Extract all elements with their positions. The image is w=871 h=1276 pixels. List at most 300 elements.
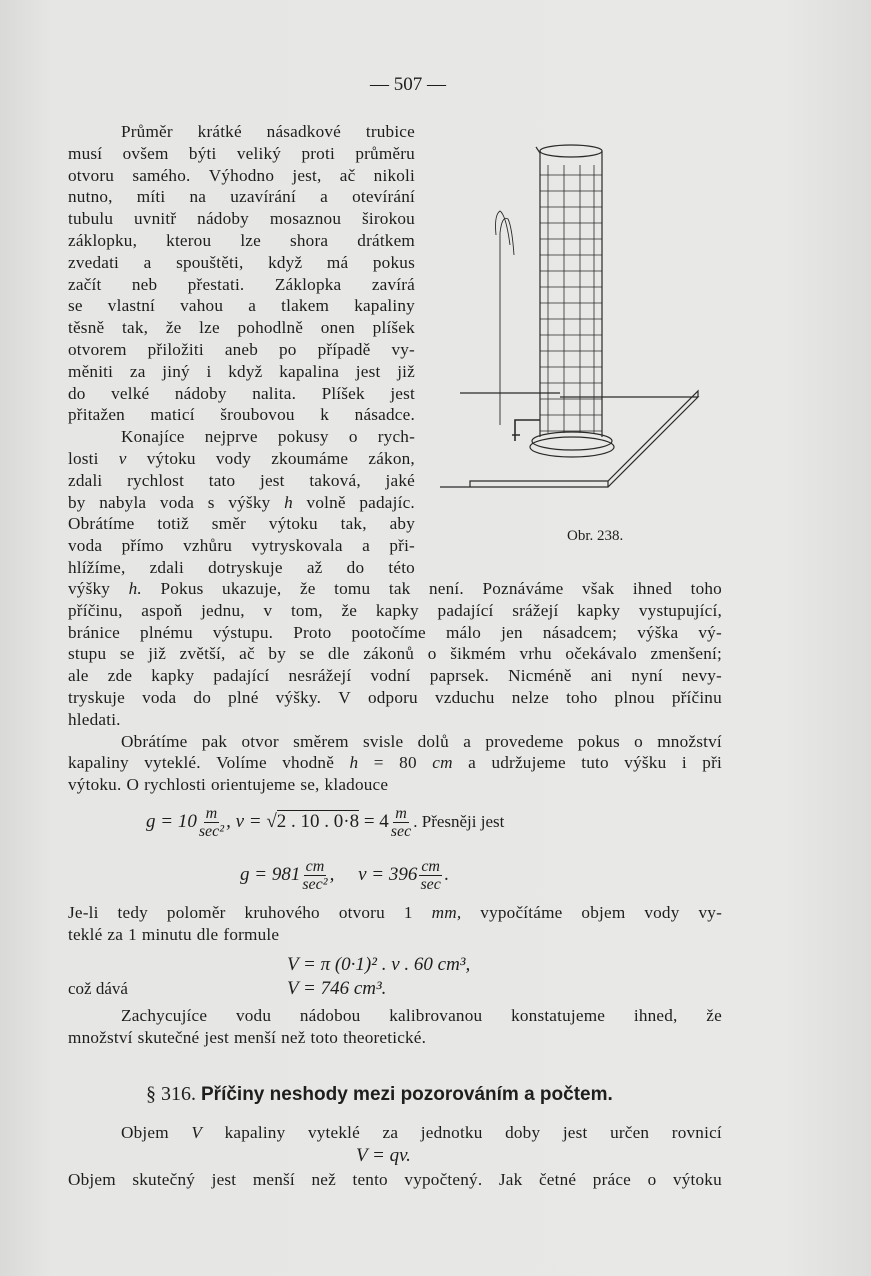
- word: jest: [390, 383, 415, 403]
- body-text: [68, 1122, 722, 1144]
- word: a: [143, 252, 152, 272]
- figure-caption: Obr. 238.: [567, 528, 624, 544]
- text-line: [68, 1005, 722, 1027]
- word: kapky: [577, 600, 621, 620]
- word: výšku: [624, 753, 667, 773]
- eq-part: , v = 396: [329, 863, 418, 885]
- word: příčinu,: [68, 600, 123, 620]
- word: lze: [240, 230, 261, 250]
- word: že: [341, 600, 358, 620]
- word: zákon,: [368, 448, 415, 468]
- word: Průměr: [121, 122, 173, 141]
- word: plné: [228, 687, 259, 707]
- word: přestati.: [187, 274, 245, 294]
- word: odporu: [367, 687, 418, 707]
- word: voda: [142, 687, 177, 707]
- word: pootočíme: [351, 622, 426, 642]
- word: tak: [388, 579, 411, 598]
- italic-symbol: h: [284, 492, 293, 512]
- text-line: [68, 186, 415, 208]
- word: udržujeme: [491, 753, 566, 773]
- word: theoretické.: [343, 1027, 427, 1047]
- word: Výhodno: [208, 165, 275, 185]
- fraction-numerator: m: [395, 805, 407, 822]
- word: totiž: [157, 514, 189, 534]
- word: ani: [590, 666, 613, 686]
- fraction-denominator: sec²: [302, 876, 328, 893]
- word: při-: [389, 536, 415, 556]
- word: má: [326, 252, 349, 272]
- word: zde: [107, 666, 133, 686]
- page-number: — 507 —: [370, 74, 446, 95]
- eq-part: , v = √: [226, 810, 277, 832]
- word: otvoru: [68, 165, 115, 185]
- word: málo: [445, 622, 482, 642]
- italic-symbol: h.: [128, 579, 142, 598]
- text-line: [68, 1027, 722, 1049]
- word: násadcem;: [542, 622, 618, 642]
- text-line: [68, 752, 722, 774]
- word: poloměr: [166, 903, 226, 922]
- word: očekávalo: [565, 644, 637, 664]
- word: vytryskovala: [251, 536, 343, 556]
- word: toto: [310, 1027, 339, 1047]
- italic-symbol: mm,: [431, 903, 462, 922]
- text-line: [68, 643, 722, 665]
- body-text: [68, 902, 722, 946]
- word: výtoku.: [68, 775, 122, 795]
- word: když: [228, 361, 263, 381]
- word: míti: [136, 187, 166, 207]
- word: skutečné: [137, 1027, 200, 1047]
- text-line: [68, 665, 722, 687]
- italic-symbol: V: [191, 1123, 203, 1142]
- word: nabyla: [99, 492, 147, 512]
- word: aneb: [224, 339, 259, 359]
- word: konstatujeme: [511, 1006, 606, 1025]
- word: kruhového: [244, 903, 320, 922]
- word: lze: [199, 318, 220, 338]
- word: Objem: [68, 1170, 116, 1189]
- text-line: [68, 470, 415, 492]
- word: vrhu: [519, 644, 552, 664]
- word: vypočítáme: [480, 903, 563, 922]
- word: těsně: [68, 318, 105, 338]
- word: vyteklé: [307, 1123, 360, 1142]
- word: přímo: [121, 536, 164, 556]
- text-line: [68, 295, 415, 317]
- word: ač: [339, 165, 356, 185]
- word: hlížíme,: [68, 557, 126, 577]
- text-line: [68, 902, 722, 924]
- word: otvor: [241, 731, 279, 751]
- word: šroubovou: [220, 405, 295, 425]
- word: začít: [68, 274, 102, 294]
- word: se: [119, 644, 135, 664]
- word: rych-: [377, 427, 415, 447]
- word: =: [373, 753, 384, 773]
- word: stupu: [68, 644, 107, 664]
- text-line: [68, 317, 415, 339]
- body-text: [68, 1169, 722, 1191]
- eq-part: g = 981: [240, 863, 301, 885]
- word: otevírání: [352, 187, 415, 207]
- body-text: [68, 1005, 722, 1049]
- section-title: Příčiny neshody mezi pozorováním a počtem.: [201, 1084, 613, 1105]
- word: výtoku: [268, 514, 318, 534]
- word: této: [388, 557, 415, 577]
- word: Konajíce: [121, 427, 185, 447]
- word: práce: [592, 1170, 632, 1189]
- word: že: [165, 318, 182, 338]
- board: [470, 397, 698, 487]
- word: o: [634, 731, 643, 751]
- word: tomu: [334, 579, 371, 598]
- word: menší: [234, 1027, 277, 1047]
- word: mosaznou: [269, 209, 342, 229]
- word: na: [189, 187, 207, 207]
- word: případě: [317, 339, 371, 359]
- fraction-numerator: m: [205, 805, 218, 822]
- word: velké: [111, 383, 150, 403]
- fraction-numerator: cm: [305, 858, 325, 875]
- word: množství: [657, 731, 722, 751]
- word: vhodně: [282, 753, 335, 773]
- word: výšky: [68, 579, 111, 598]
- word: kterou: [166, 230, 212, 250]
- word: rovnicí: [671, 1123, 722, 1142]
- text-line: [68, 404, 415, 426]
- word: o: [427, 644, 437, 664]
- equation-volume-result: V = 746 cm³.: [287, 978, 387, 999]
- word: Nicméně: [508, 666, 572, 686]
- word: bránice: [68, 622, 120, 642]
- word: paprsek.: [429, 666, 490, 686]
- text-line: [68, 774, 722, 796]
- text-line: [68, 687, 722, 709]
- word: se: [68, 296, 83, 316]
- word: nalita.: [252, 383, 297, 403]
- word: krátké: [197, 122, 242, 141]
- figure-graduated-cylinder: [440, 135, 710, 505]
- word: dle: [196, 924, 219, 944]
- word: tubulu: [68, 209, 114, 229]
- word: tedy: [117, 903, 148, 922]
- word: volně: [306, 492, 346, 512]
- word: shora: [290, 230, 329, 250]
- word: zdali: [149, 557, 184, 577]
- word: trubice: [365, 122, 415, 141]
- word: vy-: [391, 339, 415, 359]
- word: toho: [690, 579, 722, 598]
- word: kladouce: [324, 775, 389, 795]
- word: ihned,: [633, 1006, 678, 1025]
- word: vystupující,: [638, 600, 722, 620]
- word: dle: [328, 644, 350, 664]
- word: V: [338, 687, 351, 707]
- word: musí: [68, 143, 103, 163]
- word: vlastní: [107, 296, 156, 316]
- word: drátkem: [357, 230, 415, 250]
- word: násadkové: [266, 122, 341, 141]
- word: šikmém: [450, 644, 506, 664]
- word: maticí: [150, 405, 195, 425]
- word: kapaliny: [224, 1123, 286, 1142]
- word: vy-: [698, 903, 722, 922]
- text-line: [68, 339, 415, 361]
- word: přiložiti: [147, 339, 204, 359]
- word: jest: [259, 470, 285, 490]
- word: tom,: [290, 600, 323, 620]
- word: kapky: [375, 600, 419, 620]
- word: kapaliny: [354, 296, 415, 316]
- word: provedeme: [485, 731, 564, 751]
- word: a: [463, 731, 472, 751]
- text-line: [68, 535, 415, 557]
- word: než: [281, 1027, 306, 1047]
- text-line: [68, 143, 415, 165]
- word: jest: [355, 361, 381, 381]
- word: Volíme: [216, 753, 267, 773]
- word: vodu: [235, 1006, 272, 1025]
- word: že: [299, 579, 316, 598]
- word: tuto: [581, 753, 609, 773]
- word: při: [702, 753, 722, 773]
- word: plnému: [140, 622, 193, 642]
- word: ukazuje,: [222, 579, 282, 598]
- word: nesrážejí: [288, 666, 352, 686]
- word: zavírá: [371, 274, 415, 294]
- word: množství: [68, 1027, 133, 1047]
- word: Zachycujíce: [121, 1006, 208, 1025]
- word: než: [311, 1170, 336, 1189]
- word: uvnitř: [134, 209, 177, 229]
- word: zmenšení;: [650, 644, 722, 664]
- word: jest: [562, 1123, 588, 1142]
- equation-velocity-estimate: [146, 805, 504, 840]
- section-number: § 316.: [146, 1083, 196, 1105]
- word: vody: [644, 903, 680, 922]
- italic-symbol: v: [118, 448, 127, 468]
- word: o: [348, 427, 358, 447]
- word: do: [193, 687, 212, 707]
- word: Obrátíme: [68, 514, 135, 534]
- word: vý-: [698, 622, 722, 642]
- text-line: [68, 600, 722, 622]
- word: vypočtený.: [404, 1170, 483, 1189]
- word: násadce.: [354, 405, 415, 425]
- word: jest: [204, 1027, 230, 1047]
- text-line: [68, 361, 415, 383]
- word: proti: [301, 143, 335, 163]
- word: skutečný: [132, 1170, 196, 1189]
- word: se,: [300, 775, 320, 795]
- word: Jak: [498, 1170, 523, 1189]
- text-line: [68, 709, 722, 731]
- text-line: [68, 230, 415, 252]
- word: zvětší,: [179, 644, 226, 664]
- word: 1: [128, 924, 137, 944]
- word: by: [268, 644, 287, 664]
- word: toho: [566, 687, 598, 707]
- word: se: [299, 644, 315, 664]
- fraction-numerator: cm: [421, 858, 440, 875]
- word: nejprve: [204, 427, 258, 447]
- word: neb: [131, 274, 158, 294]
- text-line: [68, 492, 415, 514]
- word: již: [397, 361, 415, 381]
- eq-part: = 4: [363, 810, 389, 832]
- word: již: [148, 644, 167, 664]
- word: širokou: [362, 209, 415, 229]
- word: plnou: [614, 687, 655, 707]
- word: po: [279, 339, 297, 359]
- word: do: [68, 383, 86, 403]
- word: ovšem: [122, 143, 169, 163]
- italic-symbol: h: [349, 753, 359, 773]
- word: otvoru: [338, 903, 385, 922]
- word: četné: [538, 1170, 577, 1189]
- word: formule: [223, 924, 280, 944]
- word: dotryskuje: [208, 557, 283, 577]
- text-line: [68, 1122, 722, 1144]
- word: kapky: [151, 666, 195, 686]
- word: zdali: [68, 470, 103, 490]
- word: doby: [505, 1123, 541, 1142]
- word: tlakem: [281, 296, 330, 316]
- equation-label: což dává: [68, 979, 128, 998]
- word: záklopku,: [68, 230, 138, 250]
- word: měniti: [68, 361, 114, 381]
- word: Proto: [293, 622, 332, 642]
- word: a: [320, 187, 328, 207]
- word: ale: [68, 666, 89, 686]
- text-line: [68, 165, 415, 187]
- word: teklé: [68, 924, 103, 944]
- word: i: [681, 753, 687, 773]
- word: určen: [610, 1123, 650, 1142]
- word: zákonů: [363, 644, 415, 664]
- word: padajíc.: [359, 492, 415, 512]
- word: pokus: [577, 731, 620, 751]
- word: by: [68, 492, 86, 512]
- text-line: [68, 121, 415, 143]
- word: výšky.: [275, 687, 322, 707]
- word: Pokus: [160, 579, 204, 598]
- word: padající: [437, 600, 494, 620]
- word: jednu,: [201, 600, 245, 620]
- word: padající: [213, 666, 270, 686]
- word: zkoumáme: [271, 448, 349, 468]
- word: 1: [403, 903, 413, 922]
- word: kalibrovanou: [389, 1006, 483, 1025]
- word: příčinu: [671, 687, 722, 707]
- tube: [512, 420, 540, 441]
- left-column-text: [68, 121, 415, 579]
- word: voda: [159, 492, 195, 512]
- word: průměru: [355, 143, 415, 163]
- word: výtoku: [672, 1170, 722, 1189]
- word: uzavírání: [230, 187, 296, 207]
- word: býti: [188, 143, 217, 163]
- word: kapalina: [279, 361, 340, 381]
- word: Záklopka: [274, 274, 342, 294]
- word: tato: [208, 470, 236, 490]
- word: Poznáváme: [482, 579, 564, 598]
- text-line: [68, 513, 415, 535]
- word: tento: [352, 1170, 388, 1189]
- body-text: [68, 578, 722, 796]
- word: a: [468, 753, 476, 773]
- word: aby: [389, 514, 415, 534]
- italic-symbol: cm: [432, 753, 453, 773]
- word: když: [268, 252, 303, 272]
- word: pohodlně: [237, 318, 304, 338]
- word: nevy-: [681, 666, 722, 686]
- text-line: [68, 208, 415, 230]
- word: jaké: [385, 470, 415, 490]
- word: směr: [211, 514, 246, 534]
- word: O: [126, 775, 140, 795]
- word: veliký: [236, 143, 282, 163]
- fraction-denominator: sec²: [198, 823, 225, 840]
- word: pokusy: [277, 427, 329, 447]
- word: tak,: [340, 514, 367, 534]
- word: o: [647, 1170, 657, 1189]
- word: Obrátíme: [121, 731, 188, 751]
- word: nádoby: [197, 209, 249, 229]
- text-line: [68, 274, 415, 296]
- word: přitažen: [68, 405, 125, 425]
- word: orientujeme: [211, 775, 296, 795]
- eq-part: g = 10: [146, 810, 197, 832]
- word: hledati.: [68, 709, 121, 729]
- word: ihned: [632, 579, 673, 598]
- equation-volume: V = π (0·1)² . v . 60 cm³,: [287, 954, 471, 975]
- word: výšky: [228, 492, 271, 512]
- word: v: [263, 600, 273, 620]
- text-line: [68, 557, 415, 579]
- word: kapaliny: [68, 753, 129, 773]
- word: 80: [399, 753, 417, 773]
- eq-tail: . Přesněji jest: [413, 811, 505, 831]
- word: taková,: [309, 470, 361, 490]
- word: nádoby: [174, 383, 227, 403]
- word: že: [706, 1006, 722, 1025]
- word: Plíšek: [321, 383, 365, 403]
- fraction-denominator: sec: [390, 823, 412, 840]
- word: pokus: [372, 252, 415, 272]
- word: za: [107, 924, 124, 944]
- word: jen: [501, 622, 523, 642]
- word: objem: [581, 903, 626, 922]
- word: Objem: [121, 1123, 169, 1142]
- word: losti: [68, 448, 99, 468]
- word: a: [362, 536, 370, 556]
- word: nikoli: [373, 165, 415, 185]
- word: srážejí: [512, 600, 559, 620]
- word: výstupu.: [212, 622, 274, 642]
- word: nádobou: [299, 1006, 361, 1025]
- equation-flow: V = qv.: [356, 1145, 411, 1166]
- text-line: [68, 731, 722, 753]
- word: jednotku: [420, 1123, 483, 1142]
- equation-precise-values: [240, 858, 449, 893]
- text-line: [68, 426, 415, 448]
- eq-part: .: [443, 863, 449, 885]
- word: aspoň: [141, 600, 183, 620]
- word: tryskuje: [68, 687, 125, 707]
